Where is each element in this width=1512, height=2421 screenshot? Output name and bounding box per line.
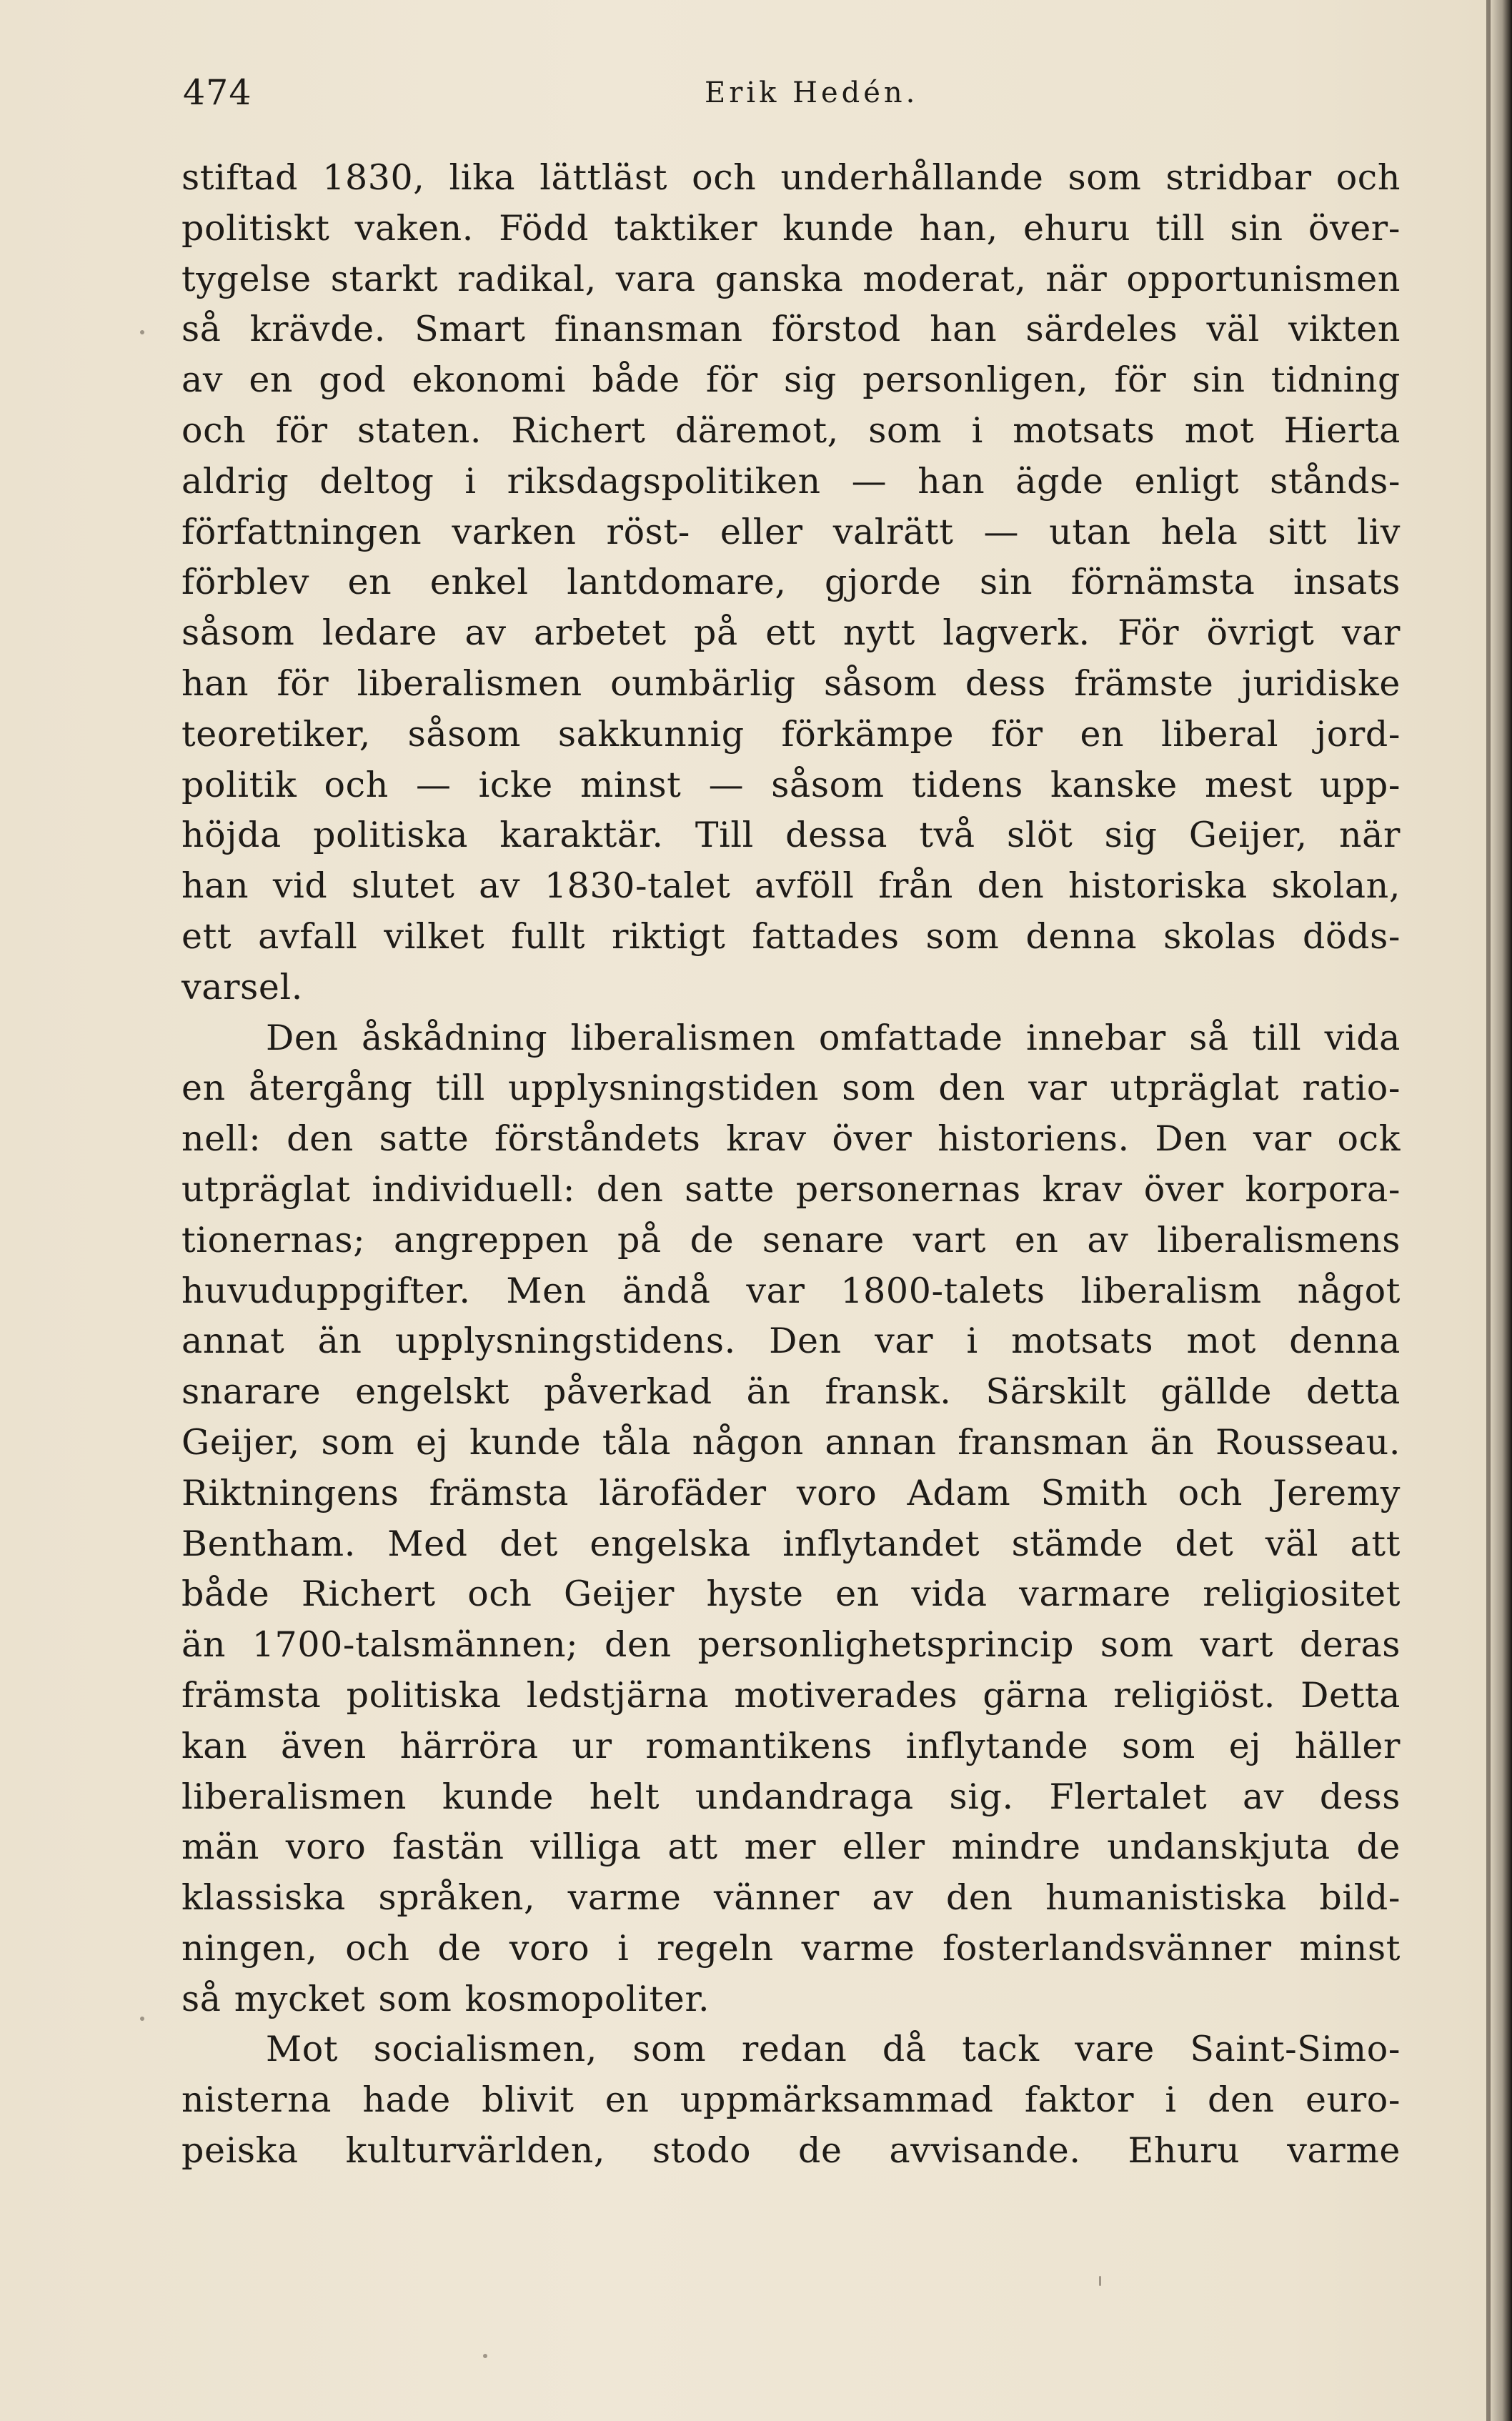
paper-speck xyxy=(1099,2276,1101,2286)
text-line: både Richert och Geijer hyste en vida varmare religiositet xyxy=(181,1574,1401,1615)
text-line: annat än upplysningstidens. Den var i motsats mot denna xyxy=(181,1321,1401,1362)
text-line: politik och — icke minst — såsom tidens kanske mest upp- xyxy=(181,764,1401,805)
text-line: Riktningens främsta lärofäder voro Adam Smith och Jeremy xyxy=(181,1472,1401,1513)
text-line: nisterna hade blivit en uppmärksammad faktor i den euro- xyxy=(181,2079,1401,2121)
text-line: män voro fastän villiga att mer eller mindre undanskjuta de xyxy=(181,1826,1401,1868)
text-line: av en god ekonomi både för sig personligen, för sin tidning xyxy=(181,359,1401,401)
text-line: klassiska språken, varme vänner av den humanistiska bild- xyxy=(181,1877,1401,1919)
text-line: såsom ledare av arbetet på ett nytt lagverk. För övrigt var xyxy=(181,612,1401,654)
text-line: stiftad 1830, lika lättläst och underhållande som stridbar och xyxy=(181,157,1401,198)
paragraph-first-line: Den åskådning liberalismen omfattade innebar så till vida xyxy=(266,1017,1401,1058)
page-edge-shadow xyxy=(1488,0,1512,2421)
page-number: 474 xyxy=(183,72,252,113)
text-line: peiska kulturvärlden, stodo de avvisande. Ehuru varme xyxy=(181,2130,1401,2172)
text-line: huvuduppgifter. Men ändå var 1800-talets liberalism något xyxy=(181,1270,1401,1311)
text-line: ett avfall vilket fullt riktigt fattades som denna skolas döds- xyxy=(181,915,1401,957)
text-line: snarare engelskt påverkad än fransk. Särskilt gällde detta xyxy=(181,1371,1401,1413)
page-header xyxy=(183,68,1398,118)
paper-speck xyxy=(483,2354,487,2358)
running-head: Erik Hedén. xyxy=(705,76,919,109)
text-line: teoretiker, såsom sakkunnig förkämpe för en liberal jord- xyxy=(181,713,1401,755)
text-line: tionernas; angreppen på de senare vart en av liberalismens xyxy=(181,1219,1401,1261)
text-line: tygelse starkt radikal, vara ganska moderat, när opportunismen xyxy=(181,258,1401,299)
text-line: och för staten. Richert däremot, som i motsats mot Hierta xyxy=(181,409,1401,451)
text-line: politiskt vaken. Född taktiker kunde han, ehuru till sin över- xyxy=(181,207,1401,249)
text-line: kan även härröra ur romantikens inflytande som ej häller xyxy=(181,1725,1401,1766)
text-line: så mycket som kosmopoliter. xyxy=(181,1978,710,2019)
text-line: förblev en enkel lantdomare, gjorde sin förnämsta insats xyxy=(181,562,1401,603)
text-line: Geijer, som ej kunde tåla någon annan fransman än Rousseau. xyxy=(181,1421,1401,1463)
paper-speck xyxy=(140,330,144,334)
paper-speck xyxy=(140,2017,144,2021)
text-line: nell: den satte förståndets krav över historiens. Den var ock xyxy=(181,1118,1401,1160)
text-line: ningen, och de voro i regeln varme fosterlandsvänner minst xyxy=(181,1927,1401,1969)
text-line: höjda politiska karaktär. Till dessa två slöt sig Geijer, när xyxy=(181,815,1401,856)
text-line: Bentham. Med det engelska inflytandet stämde det väl att xyxy=(181,1523,1401,1564)
paragraph-first-line: Mot socialismen, som redan då tack vare Saint-Simo- xyxy=(266,2029,1401,2070)
body-text xyxy=(181,153,1401,2177)
text-line: han för liberalismen oumbärlig såsom dess främste juridiske xyxy=(181,662,1401,704)
text-line: varsel. xyxy=(181,966,303,1008)
text-line: så krävde. Smart finansman förstod han särdeles väl vikten xyxy=(181,309,1401,350)
text-line: en återgång till upplysningstiden som den var utpräglat ratio- xyxy=(181,1068,1401,1109)
text-line: aldrig deltog i riksdagspolitiken — han ägde enligt stånds- xyxy=(181,460,1401,502)
text-line: författningen varken röst- eller valrätt — utan hela sitt liv xyxy=(181,511,1401,552)
text-line: än 1700-talsmännen; den personlighetsprincip som vart deras xyxy=(181,1624,1401,1666)
text-line: liberalismen kunde helt undandraga sig. Flertalet av dess xyxy=(181,1776,1401,1817)
text-line: främsta politiska ledstjärna motiverades gärna religiöst. Detta xyxy=(181,1674,1401,1716)
text-line: han vid slutet av 1830-talet avföll från den historiska skolan, xyxy=(181,865,1401,907)
text-line: utpräglat individuell: den satte personernas krav över korpora- xyxy=(181,1168,1401,1210)
